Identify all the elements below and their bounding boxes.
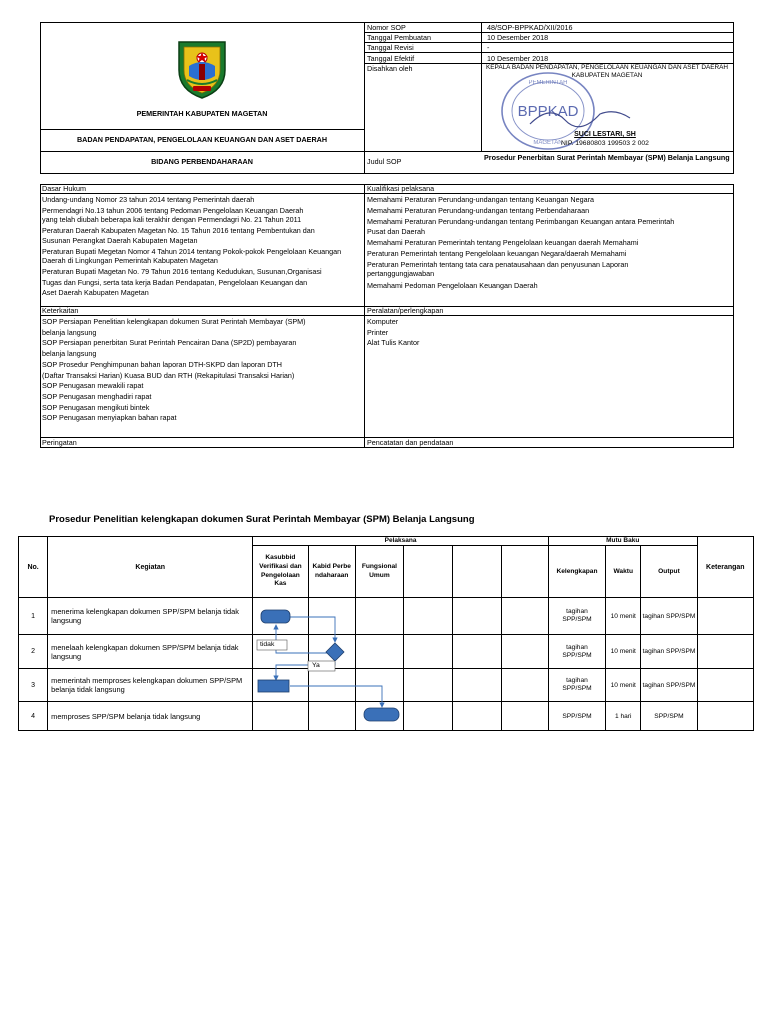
row-no: 3 [19,669,48,702]
list-item: Memahami Peraturan Pemerintah tentang Pengelolaan keuangan daerah Memahami [367,237,639,247]
row-output: tagihan SPP/SPM [641,598,697,635]
list-item: belanja langsung [42,327,97,337]
row-kelengkapan: tagihan SPP/SPM [548,635,605,669]
row-no: 1 [19,598,48,635]
tanggal-efektif-label: Tanggal Efektif [367,54,415,63]
col-kabid-header: Kabid Perbendaharaan [308,546,355,598]
list-item: Pusat dan Daerah [367,226,425,236]
list-item: belanja langsung [42,349,97,359]
row-kegiatan: menelaah kelengkapan dokumen SPP/SPM belanja tidak langsung [48,635,253,669]
list-item: SOP Penugasan mengikuti bintek [42,402,150,412]
process-box-shape [258,680,289,692]
list-item: Printer [367,327,389,337]
list-item: Memahami Pedoman Pengelolaan Keuangan Daerah [367,280,538,290]
list-item: SOP Penugasan mewakili rapat [42,381,144,391]
list-item: (Daftar Transaksi Harian) Kuasa BUD dan RTH (Rekapitulasi Transaksi Harian) [42,370,295,380]
list-item: Peraturan Daerah Kabupaten Magetan No. 15 Tahun 2016 tentang Pembentukan dan [42,225,315,235]
org-name: PEMERINTAH KABUPATEN MAGETAN [136,109,268,118]
row-kegiatan: menerima kelengkapan dokumen SPP/SPM belanja tidak langsung [48,598,253,635]
procedure-title: Prosedur Penelitian kelengkapan dokumen Surat Perintah Membayar (SPM) Belanja Langsung [49,514,475,525]
list-item: Komputer [367,317,399,326]
tanggal-pembuatan-label: Tanggal Pembuatan [367,33,431,42]
approver-title: KEPALA BADAN PENDAPATAN, PENGELOLAAN KEUANGAN DAN ASET DAERAH KABUPATEN MAGETAN [486,64,728,79]
judul-sop-value: Prosedur Penerbitan Surat Perintah Membayar (SPM) Belanja Langsung [484,153,730,162]
list-item: yang telah diubah beberapa kali terakhir dengan Permendagri No. 21 Tahun 2011 [42,214,302,224]
row-output: tagihan SPP/SPM [641,635,697,669]
list-item: Permendagri No.13 tahun 2006 tentang Pedoman Pengelolaan Keuangan Daerah [42,205,304,215]
row-kegiatan: memerintah memproses kelengkapan dokumen SPP/SPM belanja tidak langsung [48,669,253,702]
list-item: Memahami Peraturan Perundang-undangan tentang Perimbangan Keuangan antara Pemerintah [367,217,675,227]
tanggal-revisi-label: Tanggal Revisi [367,43,414,52]
col-keterangan-header: Keterangan [697,537,753,598]
row-no: 2 [19,635,48,669]
row-kegiatan: memproses SPP/SPM belanja tidak langsung [48,702,253,731]
list-item: Aset Daerah Kabupaten Magetan [42,288,149,298]
col-kelengkapan-header: Kelengkapan [548,546,605,598]
list-item: Memahami Peraturan Perundang-undangan tentang Keuangan Negara [367,195,594,204]
list-item: Tugas dan Fungsi, serta tata kerja Badan Pendapatan, Pengelolaan Keuangan dan [42,277,308,287]
judul-sop-label: Judul SOP [367,157,402,166]
list-item: Susunan Perangkat Daerah Kabupaten Magetan [42,236,198,246]
flow-label-tidak: tidak [260,641,275,648]
row-waktu: 10 menit [606,669,641,702]
start-terminator-shape [261,610,290,623]
disahkan-label: Disahkan oleh [367,64,413,73]
col-output-header: Output [641,546,697,598]
col-mutu-header: Mutu Baku [548,537,697,546]
col-pelaksana-header: Pelaksana [253,537,549,546]
list-item: pertanggungjawaban [367,269,435,279]
kualifikasi-label: Kualifikasi pelaksana [367,184,435,193]
agency-name: BADAN PENDAPATAN, PENGELOLAAN KEUANGAN DAN ASET DAERAH [76,135,328,144]
tanggal-pembuatan-value: 10 Desember 2018 [487,33,549,42]
list-item: SOP Persiapan Penelitian kelengkapan dokumen Surat Perintah Membayar (SPM) [42,317,306,326]
list-item: Peraturan Pemerintah tentang Pengelolaan keuangan Negara/daerah Memahami [367,249,627,259]
tanggal-revisi-value: - [487,43,490,52]
row-no: 4 [19,702,48,731]
list-item: SOP Persiapan penerbitan Surat Perintah Pencairan Dana (SP2D) pembayaran [42,338,297,348]
list-item: Memahami Peraturan Perundang-undangan tentang Perbendaharaan [367,206,590,216]
tanggal-efektif-value: 10 Desember 2018 [487,54,549,63]
col-waktu-header: Waktu [606,546,641,598]
col-kasubbid-header: Kasubbid Verifikasi dan Pengelolaan Kas [253,546,308,598]
end-terminator-shape [364,708,399,721]
signer-nip: NIP. 19680803 199503 2 002 [561,140,649,147]
list-item: SOP Penugasan menghadiri rapat [42,391,152,401]
list-item: Alat Tulis Kantor [367,338,420,348]
list-item: Peraturan Pemerintah tentang tata cara penatausahaan dan penyusunan Laporan [367,260,629,270]
row-kelengkapan: tagihan SPP/SPM [548,598,605,635]
svg-text:PEMERINTAH: PEMERINTAH [528,80,568,86]
decision-diamond-shape [326,643,344,661]
signer-name: SUCI LESTARI, SH [574,131,636,138]
col-fungsional-header: Fungsional Umum [355,546,403,598]
list-item: Undang-undang Nomor 23 tahun 2014 tentang Pemerintah daerah [42,195,255,204]
nomor-sop-label: Nomor SOP [367,23,406,32]
row-waktu: 1 hari [606,702,641,731]
row-waktu: 10 menit [606,598,641,635]
flow-label-ya: Ya [312,662,320,669]
row-output: SPP/SPM [641,702,697,731]
dasar-hukum-label: Dasar Hukum [42,184,86,193]
division-name: BIDANG PERBENDAHARAAN [151,157,253,166]
list-item: Peraturan Bupati Magetan No. 79 Tahun 2016 tentang Kedudukan, Susunan,Organisasi [42,266,322,276]
nomor-sop-value: 48/SOP-BPPKAD/XII/2016 [487,23,573,32]
list-item: SOP Prosedur Penghimpunan bahan laporan DTH-SKPD dan laporan DTH [42,359,282,369]
row-waktu: 10 menit [606,635,641,669]
col-kegiatan-header: Kegiatan [48,537,253,598]
pencatatan-label: Pencatatan dan pendataan [367,438,454,447]
keterkaitan-label: Keterkaitan [42,306,79,315]
col-no-header: No. [19,537,48,598]
svg-text:MAGETAN: MAGETAN [533,140,563,146]
row-kelengkapan: SPP/SPM [548,702,605,731]
peralatan-label: Peralatan/perlengkapan [367,306,444,315]
svg-text:BPPKAD: BPPKAD [517,103,579,120]
list-item: Peraturan Bupati Megetan Nomor 4 Tahun 2014 tentang Pokok-pokok Pengelolaan Keuangan [42,247,342,257]
peringatan-label: Peringatan [42,438,77,447]
row-output: tagihan SPP/SPM [641,669,697,702]
row-kelengkapan: tagihan SPP/SPM [548,669,605,702]
list-item: Daerah di Lingkungan Pemerintah Kabupaten Magetan [42,256,218,266]
list-item: SOP Penugasan menyiapkan bahan rapat [42,413,177,423]
